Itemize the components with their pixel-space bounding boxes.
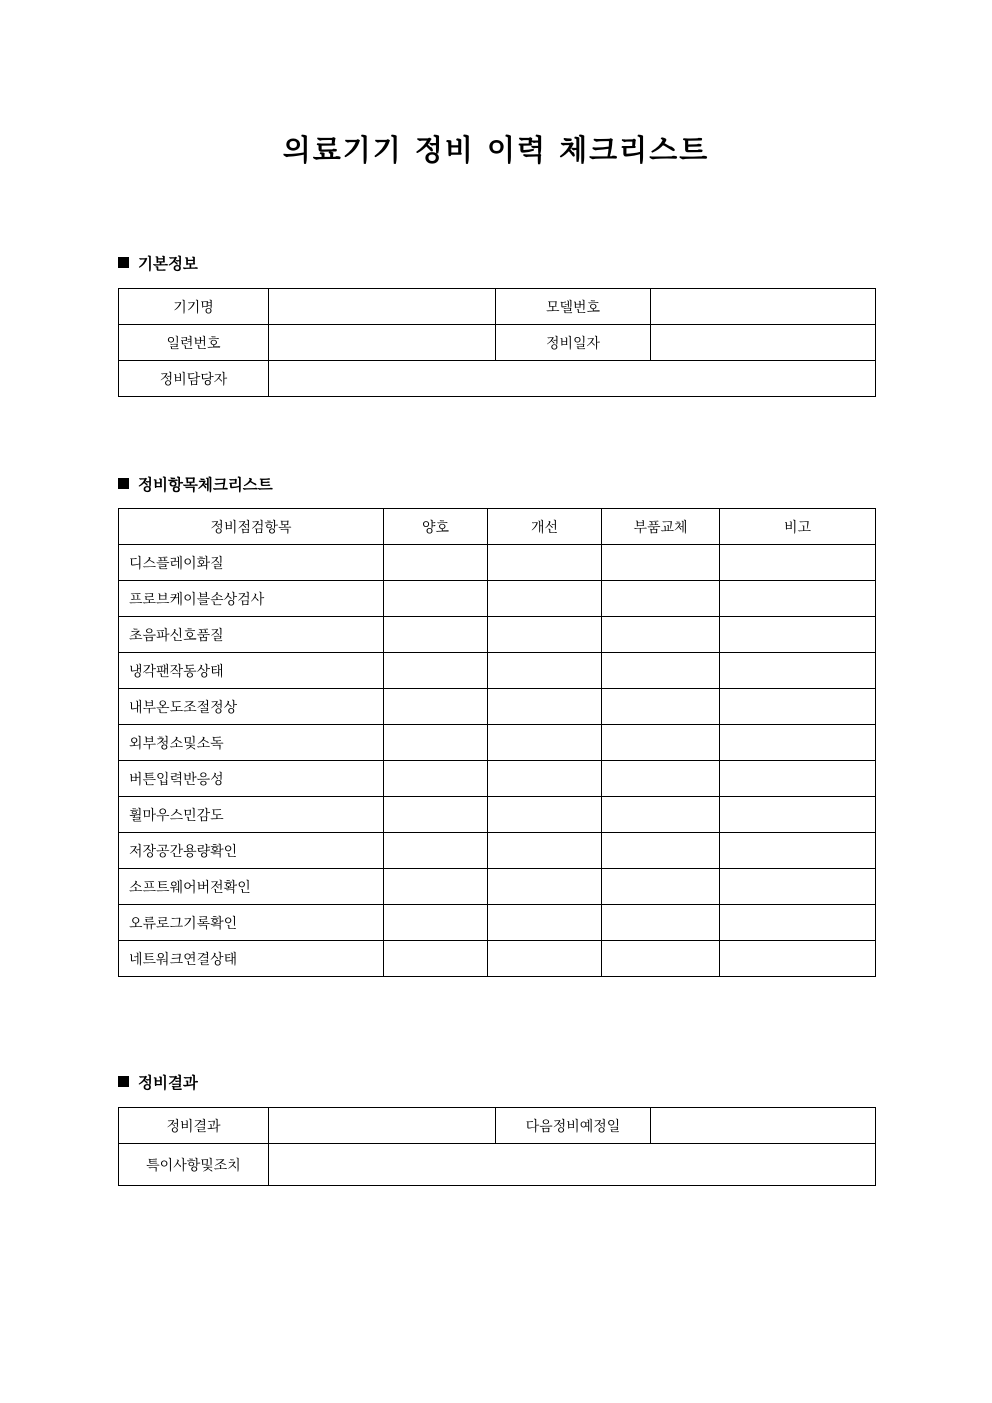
checklist-cell-improve[interactable]: [488, 617, 602, 653]
column-header-good: 양호: [384, 509, 488, 545]
page-title: 의료기기 정비 이력 체크리스트: [282, 133, 710, 167]
checklist-cell-replace[interactable]: [602, 725, 720, 761]
checklist-cell-remark[interactable]: [720, 761, 876, 797]
checklist-cell-replace[interactable]: [602, 869, 720, 905]
checklist-cell-good[interactable]: [384, 689, 488, 725]
checklist-cell-remark[interactable]: [720, 545, 876, 581]
checklist-cell-improve[interactable]: [488, 941, 602, 977]
checklist-item-label: 휠마우스민감도: [119, 797, 384, 833]
checklist-cell-good[interactable]: [384, 833, 488, 869]
table-row: [119, 545, 876, 581]
checklist-cell-good[interactable]: [384, 545, 488, 581]
checklist-item-label: 소프트웨어버전확인: [119, 869, 384, 905]
table-row: [119, 581, 876, 617]
field-label-serial-number: 일련번호: [119, 325, 269, 361]
checklist-cell-remark[interactable]: [720, 833, 876, 869]
checklist-cell-good[interactable]: [384, 617, 488, 653]
field-label-next-maintenance-date: 다음정비예정일: [496, 1108, 651, 1144]
checklist-cell-replace[interactable]: [602, 905, 720, 941]
checklist-cell-remark[interactable]: [720, 941, 876, 977]
table-row: [119, 361, 876, 397]
table-row: [119, 761, 876, 797]
checklist-cell-good[interactable]: [384, 941, 488, 977]
table-row: [119, 1144, 876, 1186]
checklist-cell-replace[interactable]: [602, 545, 720, 581]
field-value-maintenance-date[interactable]: [651, 325, 876, 361]
checklist-cell-improve[interactable]: [488, 761, 602, 797]
checklist-cell-improve[interactable]: [488, 905, 602, 941]
section-heading-checklist: [118, 473, 273, 495]
checklist-cell-replace[interactable]: [602, 797, 720, 833]
checklist-cell-improve[interactable]: [488, 725, 602, 761]
checklist-table: [118, 508, 876, 977]
checklist-cell-improve[interactable]: [488, 797, 602, 833]
checklist-cell-replace[interactable]: [602, 833, 720, 869]
field-label-maintenance-date: 정비일자: [496, 325, 651, 361]
checklist-item-label: 내부온도조절정상: [119, 689, 384, 725]
checklist-cell-remark[interactable]: [720, 581, 876, 617]
result-table: [118, 1107, 876, 1186]
field-value-serial-number[interactable]: [269, 325, 496, 361]
field-value-next-maintenance-date[interactable]: [651, 1108, 876, 1144]
field-value-model-number[interactable]: [651, 289, 876, 325]
table-row: [119, 689, 876, 725]
field-label-maintenance-result: 정비결과: [119, 1108, 269, 1144]
section-heading-basic-info-label: 기본정보: [138, 255, 198, 273]
checklist-cell-good[interactable]: [384, 761, 488, 797]
checklist-item-label: 저장공간용량확인: [119, 833, 384, 869]
section-heading-checklist-label: 정비항목체크리스트: [138, 476, 273, 494]
checklist-cell-improve[interactable]: [488, 653, 602, 689]
checklist-cell-improve[interactable]: [488, 689, 602, 725]
checklist-cell-replace[interactable]: [602, 761, 720, 797]
table-row: [119, 833, 876, 869]
checklist-item-label: 디스플레이화질: [119, 545, 384, 581]
column-header-part-replacement: 부품교체: [602, 509, 720, 545]
section-heading-basic-info: [118, 252, 198, 274]
checklist-cell-improve[interactable]: [488, 581, 602, 617]
square-bullet-icon: [118, 478, 129, 489]
field-label-model-number: 모델번호: [496, 289, 651, 325]
table-row: [119, 289, 876, 325]
checklist-item-label: 버튼입력반응성: [119, 761, 384, 797]
checklist-cell-remark[interactable]: [720, 797, 876, 833]
square-bullet-icon: [118, 1076, 129, 1087]
field-value-device-name[interactable]: [269, 289, 496, 325]
table-row: [119, 941, 876, 977]
table-row: [119, 797, 876, 833]
checklist-cell-improve[interactable]: [488, 833, 602, 869]
table-row: [119, 1108, 876, 1144]
checklist-cell-good[interactable]: [384, 869, 488, 905]
table-row: [119, 905, 876, 941]
checklist-item-label: 프로브케이블손상검사: [119, 581, 384, 617]
square-bullet-icon: [118, 257, 129, 268]
checklist-cell-good[interactable]: [384, 581, 488, 617]
checklist-item-label: 외부청소및소독: [119, 725, 384, 761]
checklist-cell-good[interactable]: [384, 725, 488, 761]
checklist-item-label: 냉각팬작동상태: [119, 653, 384, 689]
checklist-cell-replace[interactable]: [602, 617, 720, 653]
basic-info-table: [118, 288, 876, 397]
checklist-cell-remark[interactable]: [720, 905, 876, 941]
field-value-special-notes[interactable]: [269, 1144, 876, 1186]
checklist-item-label: 네트워크연결상태: [119, 941, 384, 977]
table-row: [119, 869, 876, 905]
checklist-cell-remark[interactable]: [720, 725, 876, 761]
checklist-cell-remark[interactable]: [720, 617, 876, 653]
table-row: [119, 617, 876, 653]
table-row: [119, 653, 876, 689]
field-label-special-notes: 특이사항및조치: [119, 1144, 269, 1186]
field-value-maintenance-result[interactable]: [269, 1108, 496, 1144]
checklist-item-label: 오류로그기록확인: [119, 905, 384, 941]
checklist-cell-remark[interactable]: [720, 689, 876, 725]
field-label-maintenance-person: 정비담당자: [119, 361, 269, 397]
checklist-cell-improve[interactable]: [488, 869, 602, 905]
checklist-cell-replace[interactable]: [602, 941, 720, 977]
field-value-maintenance-person[interactable]: [269, 361, 876, 397]
column-header-improve: 개선: [488, 509, 602, 545]
table-header-row: [119, 509, 876, 545]
field-label-device-name: 기기명: [119, 289, 269, 325]
checklist-cell-good[interactable]: [384, 653, 488, 689]
checklist-item-label: 초음파신호품질: [119, 617, 384, 653]
checklist-cell-good[interactable]: [384, 905, 488, 941]
checklist-cell-replace[interactable]: [602, 653, 720, 689]
checklist-cell-replace[interactable]: [602, 689, 720, 725]
table-row: [119, 725, 876, 761]
checklist-cell-replace[interactable]: [602, 581, 720, 617]
checklist-cell-remark[interactable]: [720, 869, 876, 905]
section-heading-result: [118, 1071, 198, 1093]
table-row: [119, 325, 876, 361]
section-heading-result-label: 정비결과: [138, 1074, 198, 1092]
checklist-cell-remark[interactable]: [720, 653, 876, 689]
checklist-cell-good[interactable]: [384, 797, 488, 833]
column-header-inspection-item: 정비점검항목: [119, 509, 384, 545]
column-header-remark: 비고: [720, 509, 876, 545]
checklist-cell-improve[interactable]: [488, 545, 602, 581]
